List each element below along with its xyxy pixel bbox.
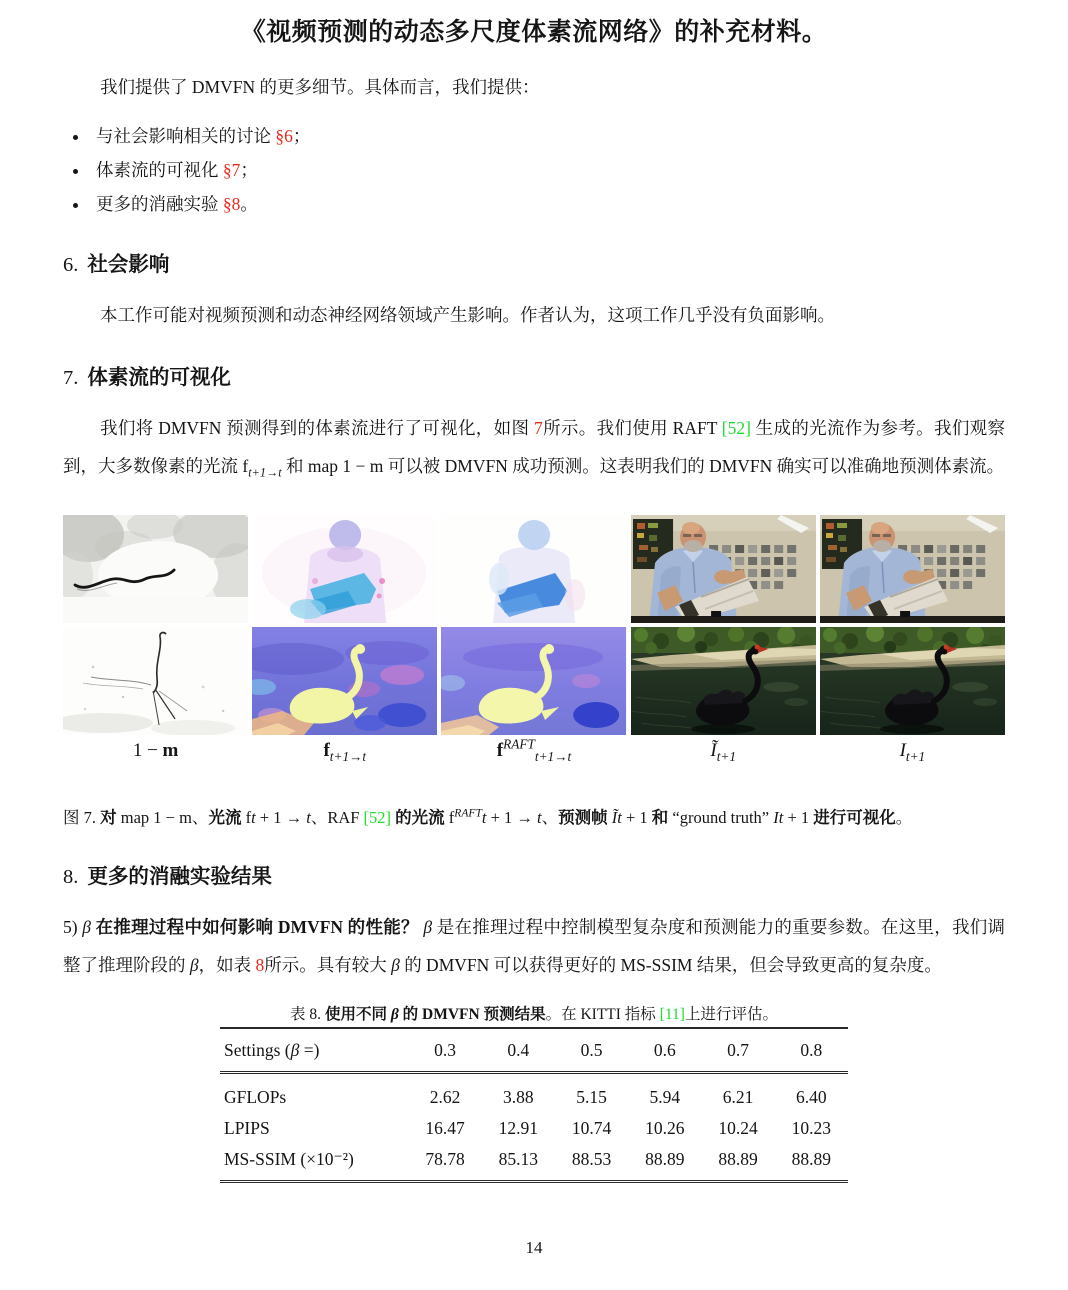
- figure-column-label: [252, 738, 437, 764]
- figure-7-image-grid: [63, 515, 1005, 735]
- text-segment: 5): [63, 916, 83, 937]
- toc-item-social-impact: [90, 119, 1005, 153]
- text-segment: m: [162, 739, 179, 761]
- text-segment: β: [390, 1005, 399, 1023]
- table-header-beta-0.4: 0.4: [482, 1028, 555, 1073]
- text-segment: It: [773, 807, 784, 827]
- ref-link[interactable]: [52]: [721, 417, 751, 438]
- table-cell: 6.40: [796, 1086, 827, 1107]
- table-cell: 88.53: [555, 1144, 628, 1182]
- table-cell: 85.13: [482, 1144, 555, 1182]
- text-segment: f: [241, 807, 252, 827]
- raft-flow-swan-image: [441, 627, 626, 735]
- text-segment: 我们将 DMVFN 预测得到的体素流进行了可视化，如图: [100, 417, 535, 438]
- text-segment: 在推理过程中如何影响 DMVFN 的性能？: [95, 916, 419, 937]
- text-segment: 。在 KITTI 指标: [545, 1005, 660, 1023]
- text-segment: ；: [240, 159, 258, 180]
- text-segment: ，如表: [198, 954, 256, 975]
- intro-paragraph: 我们提供了 DMVFN 的更多细节。具体而言，我们提供：: [100, 77, 540, 97]
- ref-link[interactable]: [52]: [363, 807, 392, 827]
- text-segment: f: [323, 739, 330, 761]
- figure-7-column-labels: [63, 738, 1005, 764]
- text-segment: 1 −: [132, 739, 163, 761]
- table-header-beta-0.5: 0.5: [555, 1028, 628, 1073]
- section-6-number: 6.: [63, 253, 79, 276]
- table-row-label: MS-SSIM (×10⁻²): [220, 1144, 408, 1182]
- table-cell: 10.74: [571, 1117, 612, 1138]
- table-cell: 10.24: [718, 1117, 758, 1138]
- text-segment: 。: [240, 193, 258, 214]
- section-7-paragraph: [63, 409, 1005, 485]
- text-segment: RAFT: [503, 736, 535, 752]
- text-segment: 是在推理过程中控制模型复杂度和预测能力的重要参数。在这里，我们调整了推理阶段的: [63, 916, 1006, 975]
- section-6-paragraph: [63, 296, 1005, 334]
- text-segment: t: [481, 807, 487, 827]
- ref-link[interactable]: 7: [534, 417, 543, 438]
- table-header-beta-0.3: 0.3: [408, 1028, 481, 1073]
- text-segment: 的光流: [395, 807, 445, 827]
- text-segment: 光流: [208, 807, 242, 827]
- section-7-heading: [63, 364, 1005, 392]
- table-8-grid: [220, 1027, 848, 1183]
- ref-link[interactable]: [11]: [659, 1005, 685, 1023]
- figure-column-label: [63, 738, 248, 764]
- text-segment: t: [306, 807, 311, 827]
- table-header-beta-0.7: 0.7: [701, 1028, 774, 1073]
- ref-link[interactable]: 8: [255, 954, 265, 975]
- text-segment: 使用不同: [324, 1005, 391, 1023]
- table-cell: 78.78: [408, 1144, 481, 1182]
- text-segment: map 1 − m、: [116, 807, 209, 827]
- text-segment: 的 DMVFN 预测结果: [398, 1005, 546, 1023]
- toc-item-voxel-flow-visualization: [90, 153, 1005, 187]
- text-segment: 更多的消融实验: [96, 193, 223, 214]
- section-6-title: 社会影响: [87, 253, 170, 276]
- text-segment: t+1: [716, 748, 737, 764]
- predicted-flow-swan-image: [252, 627, 437, 735]
- table-header-settings: [220, 1028, 408, 1073]
- text-segment: t: [251, 807, 256, 827]
- text-segment: 对: [100, 807, 117, 827]
- section-8-paragraph: [63, 908, 1005, 984]
- section-8-title: 更多的消融实验结果: [87, 865, 272, 888]
- table-cell: 10.23: [791, 1117, 832, 1138]
- text-segment: 本工作可能对视频预测和动态神经网络领域产生影响。作者认为，这项工作几乎没有负面影响。: [100, 304, 835, 325]
- table-cell: 3.88: [502, 1086, 534, 1107]
- text-segment: “ground truth”: [668, 807, 774, 827]
- text-segment: 所示。具有较大: [264, 954, 392, 975]
- table-cell: 88.89: [701, 1144, 774, 1182]
- ref-link[interactable]: §6: [275, 125, 293, 146]
- section-7-number: 7.: [63, 366, 79, 389]
- paper-title: 《视频预测的动态多尺度体素流网络》的补充材料。: [240, 19, 828, 46]
- text-segment: ；: [292, 125, 311, 146]
- text-segment: t: [537, 807, 542, 827]
- ref-link[interactable]: §8: [222, 193, 241, 214]
- table-cell: 12.91: [498, 1117, 538, 1138]
- toc-item-more-ablation: [90, 187, 1005, 221]
- raft-flow-man-image: [441, 515, 626, 623]
- figure-column-label: [820, 738, 1005, 764]
- text-segment: =): [299, 1039, 320, 1060]
- ground-truth-frame-man-image: [820, 515, 1005, 623]
- text-segment: 。: [895, 807, 913, 827]
- figure-7: [63, 515, 1005, 764]
- text-segment: 、RAF: [310, 807, 364, 827]
- text-segment: 进行可视化: [813, 807, 896, 827]
- table-cell: 6.21: [722, 1086, 754, 1107]
- table-8-body: [220, 1072, 848, 1181]
- text-segment: + 1: [783, 807, 814, 827]
- mask-map-swan-image: [63, 627, 248, 735]
- text-segment: 预测帧: [558, 807, 608, 827]
- table-header-beta-0.8: 0.8: [775, 1028, 848, 1073]
- section-6-heading: [63, 251, 1005, 279]
- text-segment: f: [496, 739, 504, 761]
- text-segment: 所示。我们使用 RAFT: [542, 417, 722, 438]
- text-segment: 的 DMVFN 可以获得更好的 MS-SSIM 结果，但会导致更高的复杂度。: [399, 954, 942, 975]
- table-8-caption: [220, 1004, 848, 1026]
- text-segment: β: [82, 916, 91, 937]
- page-number: 14: [525, 1238, 543, 1257]
- section-8-number: 8.: [63, 865, 79, 888]
- table-cell: 2.62: [429, 1086, 461, 1107]
- text-segment: 和: [651, 807, 669, 827]
- figure-column-label: [631, 738, 816, 764]
- text-segment: 表 8.: [290, 1005, 325, 1023]
- text-segment: t+1: [905, 748, 926, 764]
- table-row: [220, 1072, 848, 1113]
- table-cell: 88.89: [775, 1144, 848, 1182]
- table-cell: 88.89: [628, 1144, 701, 1182]
- text-segment: 和 map 1 − m 可以被 DMVFN 成功预测。这表明我们的 DMVFN 确实可以准确地预测体素流。: [281, 455, 1005, 476]
- text-segment: 体素流的可视化: [96, 159, 223, 180]
- text-segment: Ĩ: [710, 739, 717, 761]
- mask-map-man-image: [63, 515, 248, 623]
- text-segment: t+1→t: [534, 748, 572, 764]
- text-segment: 、: [541, 807, 559, 827]
- text-segment: β: [290, 1039, 300, 1060]
- text-segment: + 1 →: [255, 807, 307, 827]
- figure-7-caption: [63, 802, 1005, 833]
- text-segment: Ĩt: [611, 807, 622, 827]
- text-segment: t+1→t: [329, 748, 367, 764]
- text-segment: 上进行评估。: [684, 1005, 778, 1023]
- text-segment: 与社会影响相关的讨论: [96, 125, 276, 146]
- table-header-row: [220, 1028, 848, 1073]
- figure-column-label: [441, 738, 626, 764]
- text-segment: 图 7.: [63, 807, 101, 827]
- table-row-label: GFLOPs: [224, 1086, 287, 1107]
- predicted-flow-man-image: [252, 515, 437, 623]
- table-8: [220, 1004, 848, 1183]
- table-header-beta-0.6: 0.6: [628, 1028, 701, 1073]
- text-segment: Settings (: [224, 1039, 291, 1060]
- text-segment: RAFT: [454, 807, 482, 819]
- table-row: [220, 1113, 848, 1144]
- predicted-frame-man-image: [631, 515, 816, 623]
- text-segment: β: [391, 954, 400, 975]
- table-8-header: [220, 1028, 848, 1073]
- predicted-frame-swan-image: [631, 627, 816, 735]
- text-segment: β: [423, 916, 433, 937]
- text-segment: + 1: [621, 807, 652, 827]
- table-row: [220, 1144, 848, 1182]
- text-segment: 生成的光流作为参考。我们观察到，大多数像素的光流 f: [63, 417, 1005, 476]
- table-cell: 16.47: [425, 1117, 465, 1138]
- text-segment: I: [899, 739, 906, 761]
- text-segment: + 1 →: [486, 807, 538, 827]
- ground-truth-frame-swan-image: [820, 627, 1005, 735]
- table-cell: 10.26: [645, 1117, 685, 1138]
- section-7-title: 体素流的可视化: [87, 366, 231, 389]
- toc-list: [63, 119, 1005, 221]
- table-cell: 5.15: [576, 1086, 607, 1107]
- text-segment: β: [189, 954, 199, 975]
- table-cell: 5.94: [649, 1086, 681, 1107]
- section-8-heading: [63, 863, 1005, 891]
- ref-link[interactable]: §7: [222, 159, 241, 180]
- table-row-label: LPIPS: [224, 1117, 270, 1138]
- text-segment: t+1→t: [248, 465, 282, 479]
- text-segment: f: [444, 807, 455, 827]
